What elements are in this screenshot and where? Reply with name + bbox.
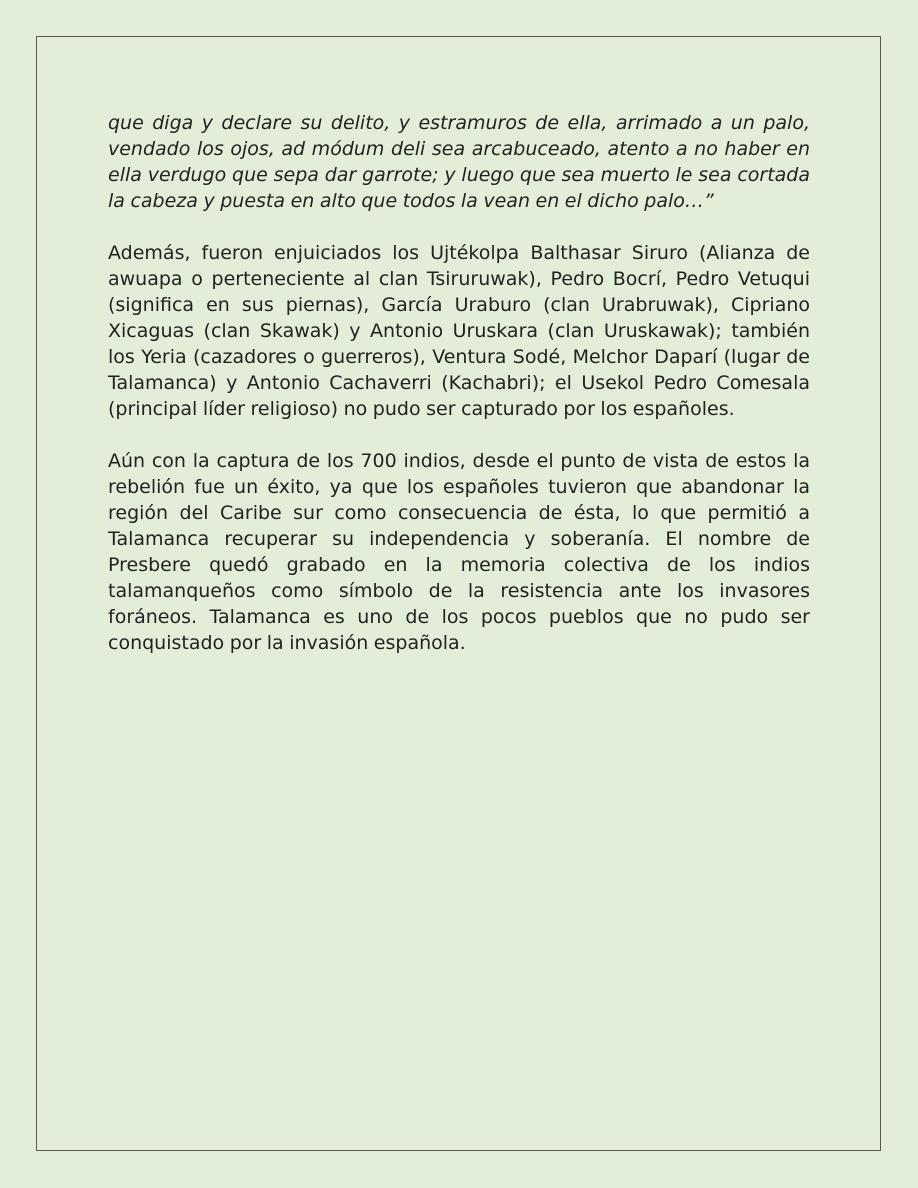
document-body [108, 110, 810, 682]
quote-paragraph: que diga y declare su delito, y estramuros de ella, arrimado a un palo, vendado los ojos, ad módum deli sea arcabuceado, atento a no haber en ella verdugo que sepa dar garrote; y luego que sea muerto le sea cortada la cabeza y puesta en alto que todos la vean en el dicho palo…” [108, 112, 810, 212]
body-paragraph-rebellion-outcome: Aún con la captura de los 700 indios, desde el punto de vista de estos la rebelión fue un éxito, ya que los españoles tuvieron que abandonar la región del Caribe sur como consecuencia de ésta, lo que permitió a Talamanca recuperar su independencia y soberanía. El nombre de Presbere quedó grabado en la memoria colectiva de los indios talamanqueños como símbolo de la resistencia ante los invasores foráneos. Talamanca es uno de los pocos pueblos que no pudo ser conquistado por la invasión española. [108, 450, 810, 654]
body-paragraph-defendants: Además, fueron enjuiciados los Ujtékolpa Balthasar Siruro (Alianza de awuapa o perteneciente al clan Tsiruruwak), Pedro Bocrí, Pedro Vetuqui (significa en sus piernas), García Uraburo (clan Urabruwak), Cipriano Xicaguas (clan Skawak) y Antonio Uruskara (clan Uruskawak); también los Yeria (cazadores o guerreros), Ventura Sodé, Melchor Daparí (lugar de Talamanca) y Antonio Cachaverri (Kachabri); el Usekol Pedro Comesala (principal líder religioso) no pudo ser capturado por los españoles. [108, 242, 810, 420]
